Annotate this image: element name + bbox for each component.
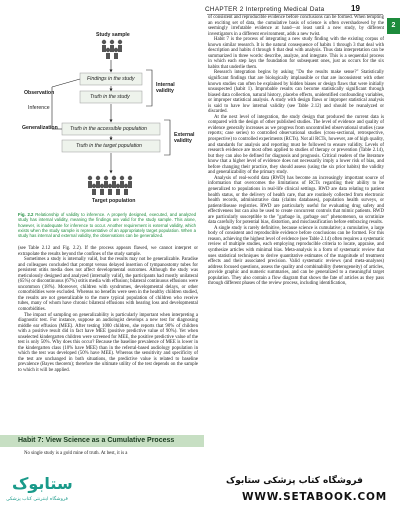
watermark-store-name: فروشگاه کتاب پزشکی ستابوک xyxy=(226,476,363,486)
right-paragraph-1: of consistent and reproducible evidence before conclusions can be formed. When tempting an exciting set of data, the cumulative basis of science is often overshadowed by the seemingly irrefutable evidence at hand—at least until a new study, by different investigators in a different environment, adds a new twist. xyxy=(208,15,384,37)
figure-caption xyxy=(18,212,196,238)
section-first-line: No single study is a gold mine of truth. At best, it is a xyxy=(24,451,128,456)
label-generalization: Generalization xyxy=(22,125,58,131)
label-internal-validity: Internal validity xyxy=(156,82,175,94)
label-observation: Observation xyxy=(24,90,55,96)
right-paragraph-6: A single study is rarely definitive, because science is cumulative; a cumulative, a large body of consistent and reproducible evidence before conclusions can be formed. For this reason, achieving the highest level of evidence (see Table 2.14) often requires a systematic review of multiple studies, each employing reproducible criteria to locate, appraise, and synthesize articles with minimal bias. Meta-analysis is a form of systematic review that uses statistical techniques to derive quantitative estimates of the magnitude of treatment effects and their associated precision. Valid systematic reviews (and meta-analyses) address focused questions, assess the quality and combinability (heterogeneity) of articles, provide graphic and numeric summaries, and can be generalized to a meaningful target population. They also contain a flow diagram that shows the fate of articles as they pass through different phases of the review process, including identification, xyxy=(208,225,384,287)
label-truth-target: Truth in the target population xyxy=(76,143,142,149)
people-icon-target xyxy=(88,176,132,195)
right-column xyxy=(208,15,384,287)
watermark-logo-subtitle: فروشگاه اینترنتی کتاب پزشکی xyxy=(6,497,68,502)
page-number: 19 xyxy=(351,4,360,13)
left-paragraph-1: (see Table 2.12 and Fig. 2.2). If the process appears flawed, we cannot interpret or extrapolate the results beyond the confines of the study sample. xyxy=(18,246,198,257)
label-target-population: Target population xyxy=(92,198,136,204)
chapter-tab: 2 xyxy=(387,18,400,34)
label-study-sample: Study sample xyxy=(96,32,130,38)
label-truth-study: Truth in the study xyxy=(90,94,130,100)
right-paragraph-5: Analysis of real-world data (RWD) has become an increasingly important source of information that overcomes the limitations of RCTs regarding their ability to be generalized to populations in real-life clinical settings. RWD are data relating to patient health status, or the delivery of health care, that are routinely collected from electronic health records, administrative data (claims databases), population health surveys, or patient/disease registries. RWD are particularly useful for evaluating drug safety and effectiveness but can also be used to create concurrent controls that mimic patients. RWD are particularly susceptible to the "garbage in, garbage out" phenomenon, so scrutinize data carefully for potential bias, distortion, and misclassification before embracing results. xyxy=(208,175,384,226)
figure-number: Fig. 2.2 xyxy=(18,212,34,217)
watermark-logo-text: ستابوک xyxy=(12,474,73,493)
people-icon-sample xyxy=(102,40,122,59)
diagram-graphics xyxy=(18,12,204,212)
watermark-url[interactable]: WWW.SETABOOK.COM xyxy=(242,491,387,503)
validity-diagram xyxy=(18,12,204,212)
label-external-validity: External validity xyxy=(174,132,195,144)
left-paragraph-2: Sometimes a study is internally valid, but the results may not be generalizable. Paradise and colleagues concluded that prompt versus delayed insertion of tympanostomy tubes for persistent otitis media does not affect developmental outcomes. Although the study was meticulously designed and analyzed (internally valid), the participants had mostly unilateral (65%) or discontinuous (67%) otitis media with effusion; bilateral continuous effusions were uncommon (18%). Moreover, children with syndromes, developmental delays, or other comorbidities were excluded. Whereas no benefits were seen in the healthy children studied, the results are not generalizable to the more typical population of children who receive tubes, many of whom have chronic bilateral effusions with hearing loss and developmental comorbidities. xyxy=(18,257,198,313)
label-inference: Inference xyxy=(28,105,50,111)
label-findings: Findings in the study xyxy=(87,76,135,82)
right-paragraph-4: At the next level of integration, the study design that produced the current data is compared with the design of other published studies. The level of evidence and quality of evidence generally increases as we progress from uncontrolled observational studies (case reports; case series) to controlled observational studies (cross-sectional, retrospective, prospective) to controlled experiments (RCTs). Not all RCTs, however, are of high quality, and standards for analysis and reporting must be followed to ensure validity. Levels of research evidence are most often applied to studies of therapy or prevention (Table 2.14), but they can also be defined for diagnosis and prognosis. Critical readers of the literature know that a higher level of evidence does not necessarily imply a lower risk of bias, and before changing their practice, they should assess (using the six prior habits) the validity and generalizability of the primary study. xyxy=(208,114,384,176)
right-paragraph-2: Habit 7 is the process of integrating a new study finding with the existing corpus of known similar research. It is the natural consequence of habits 1 through 3 that deal with description and habits 4 through 6 that deal with analysis. Thus data interpretation can be summarized in three words: describe, analyze, and integrate. This is a sequential process in which each step lays the foundation for subsequent ones, just as occurs for the six habits that underlie them. xyxy=(208,37,384,70)
left-column xyxy=(18,246,198,374)
figure-caption-text: Relationship of validity to inference. A properly designed, executed, and analyzed study has internal validity, meaning the findings are valid for the study sample. This alone, however, is inadequate for inference to occur. Another requirement is external validity, which exists when the study sample is representative of an appropriately target population. When a study has internal and external validity, the observations can be generalized. xyxy=(18,212,196,239)
running-head: CHAPTER 2 Interpreting Medical Data xyxy=(205,6,325,13)
left-paragraph-3: The impact of sampling on generalizability is particularly important when interpreting a diagnostic test. For instance, suppose an audiologist develops a new test for diagnosing middle ear effusion (MEE). After testing 1000 children, she reports that 90% of children with a positive result did in fact have MEE (positive predictive value of 90%). Yet when unselected kindergarten children were screened for MEE, the positive predictive value of the test is only 50%. Why does this occur? Because the baseline prevalence of MEE is lower in the kindergarten class (10% have MEE) than in the referral-based audiology population in which the test was developed (50% have MEE). Whereas the sensitivity and specificity of the test are unchanged in both situations, the predictive value is related to baseline prevalence (Bayes theorem); therefore the ultimate utility of the test depends on the sample to which it will be applied. xyxy=(18,312,198,374)
section-heading: Habit 7: View Science as a Cumulative Process xyxy=(18,437,175,444)
right-paragraph-3: Research integration begins by asking "Do the results make sense?" Statistically significant findings that are biologically implausible or that are inconsistent with other known studies can often be explained by hidden biases or design flaws that were initially unsuspected (habit 1). Improbable results can become statistically significant through biased data collection, natural history, placebo effects, unidentified confounding variables, or improper statistical analysis. A study with design flaws or improper statistical analysis is said to have low internal validity (see Table 2.12) and should be reanalyzed or discarded. xyxy=(208,70,384,115)
label-truth-accessible: Truth in the accessible population xyxy=(70,126,147,132)
